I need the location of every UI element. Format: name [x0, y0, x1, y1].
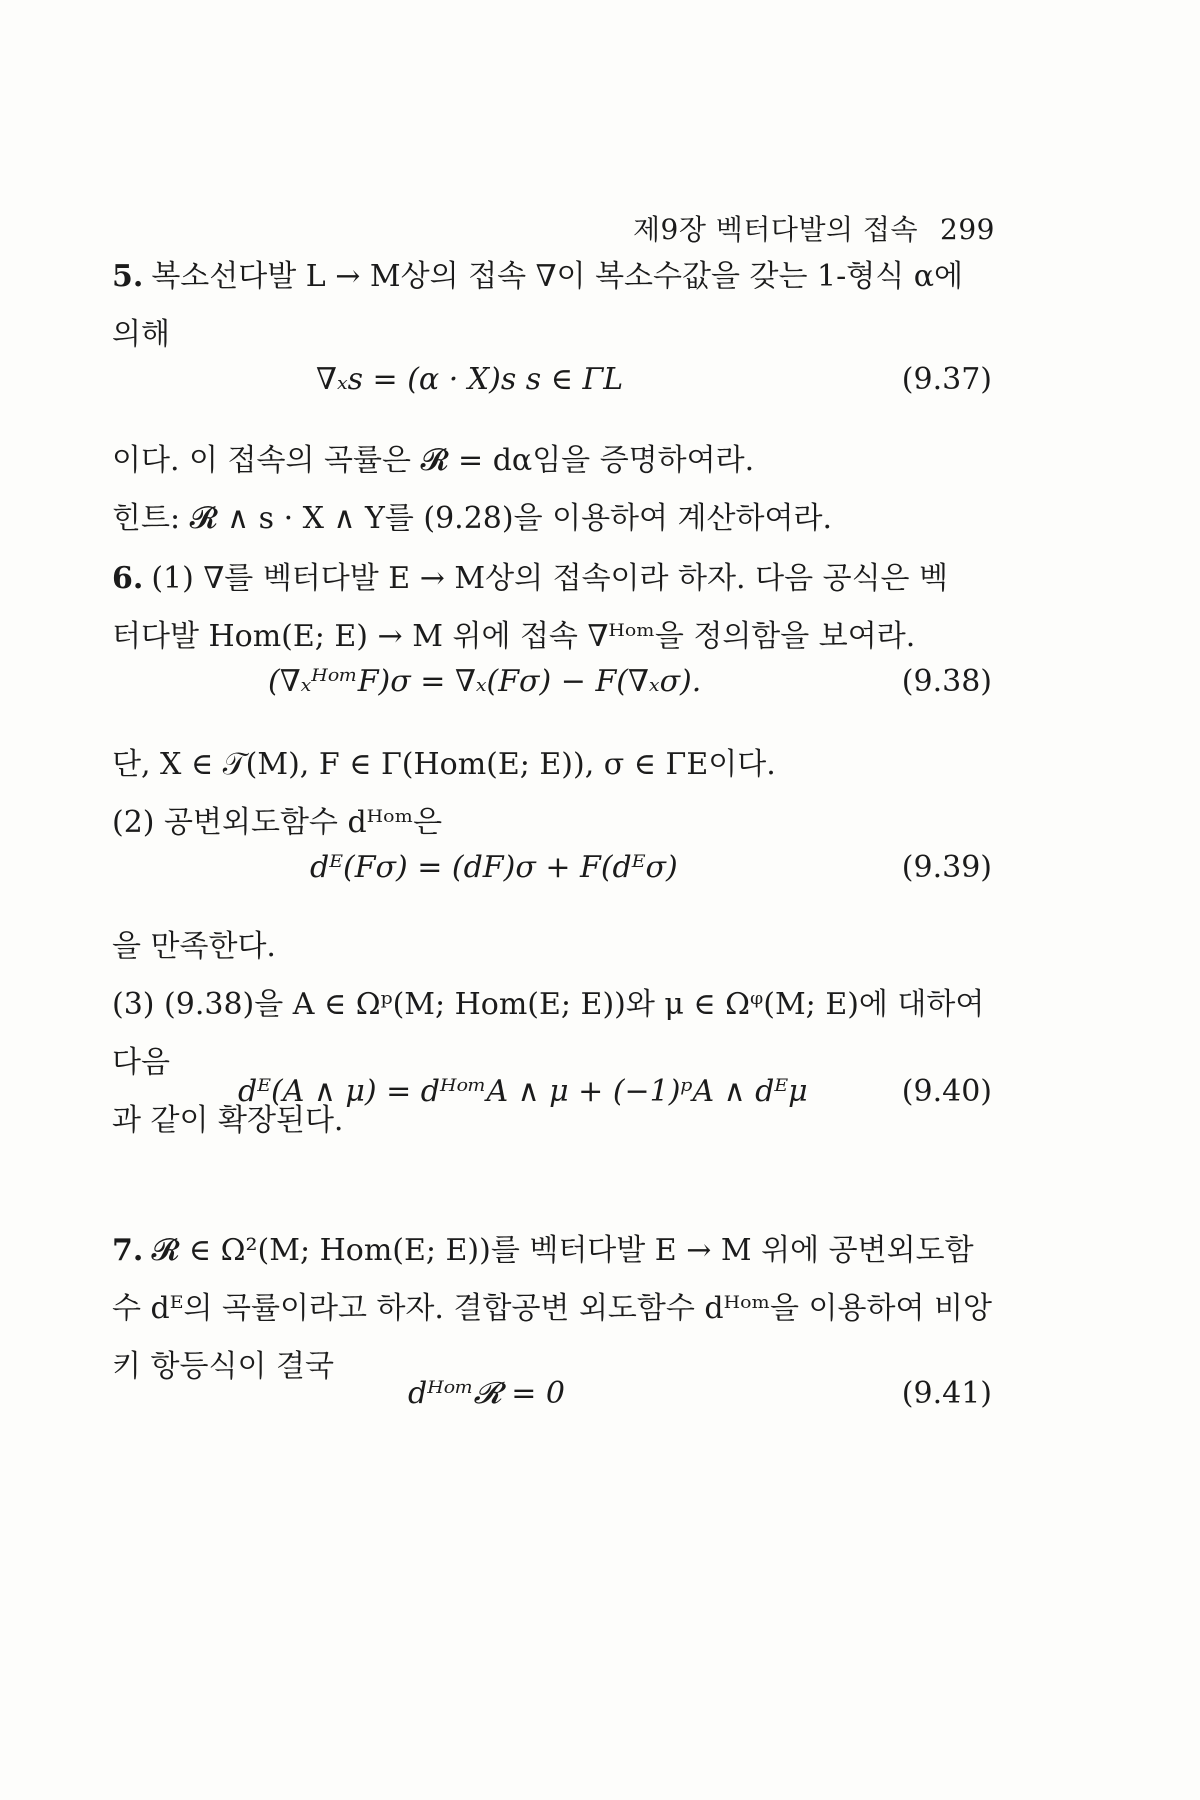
problem-6-part-1	[112, 550, 992, 666]
text-line: 단, X ∈ 𝒯(M), F ∈ Γ(Hom(E; E)), σ ∈ ΓE이다.	[112, 747, 776, 782]
equation-formula: ∇ₓs = (α · X)s s ∈ ΓL	[316, 362, 624, 397]
equation-formula: dᴱ(Fσ) = (dF)σ + F(dᴱσ)	[310, 850, 678, 885]
text-line: 과 같이 확장된다.	[112, 1103, 344, 1138]
equation-number: (9.39)	[901, 850, 992, 885]
equation-9-40	[112, 1074, 992, 1124]
problem-number: 7.	[112, 1233, 144, 1268]
equation-9-38	[112, 664, 992, 714]
text-line: 의해	[112, 317, 170, 352]
running-header	[633, 208, 995, 248]
text-line: 수 dᴱ의 곡률이라고 하자. 결합공변 외도함수 dᴴᵒᵐ을 이용하여 비앙	[112, 1291, 992, 1326]
text-line: 키 항등식이 결국	[112, 1349, 334, 1384]
problem-number: 6.	[112, 561, 144, 596]
text-line: 복소선다발 L → M상의 접속 ∇이 복소수값을 갖는 1-형식 α에	[151, 259, 963, 294]
equation-9-39	[112, 850, 992, 900]
hint-line: 힌트: 𝓡 ∧ s · X ∧ Y를 (9.28)을 이용하여 계산하여라.	[112, 501, 832, 536]
problem-7-statement	[112, 1222, 992, 1396]
text-line: 𝓡 ∈ Ω²(M; Hom(E; E))를 벡터다발 E → M 위에 공변외도함	[151, 1233, 974, 1268]
problem-6-part-2	[112, 736, 992, 852]
chapter-title: 제9장 벡터다발의 접속	[632, 213, 919, 246]
text-line: (3) (9.38)을 A ∈ Ωᵖ(M; Hom(E; E))와 μ ∈ Ωᵠ(M; E)에 대하여 다음	[112, 987, 985, 1080]
text-line: (1) ∇를 벡터다발 E → M상의 접속이라 하자. 다음 공식은 벡	[151, 561, 949, 596]
text-line: 을 만족한다.	[112, 929, 276, 964]
problem-5-conclusion	[112, 432, 992, 548]
equation-formula: dᴴᵒᵐ𝓡 = 0	[408, 1376, 565, 1411]
equation-9-41	[112, 1376, 992, 1426]
equation-number: (9.40)	[901, 1074, 992, 1109]
equation-9-37	[112, 362, 992, 412]
text-line: 터다발 Hom(E; E) → M 위에 접속 ∇ᴴᵒᵐ을 정의함을 보여라.	[112, 619, 916, 654]
equation-formula: dᴱ(A ∧ μ) = dᴴᵒᵐA ∧ μ + (−1)ᵖA ∧ dᴱμ	[238, 1074, 808, 1109]
problem-number: 5.	[112, 259, 144, 294]
equation-number: (9.41)	[901, 1376, 992, 1411]
equation-formula: (∇ₓᴴᵒᵐF)σ = ∇ₓ(Fσ) − F(∇ₓσ).	[268, 664, 702, 699]
page-number: 299	[940, 213, 995, 246]
problem-5-statement	[112, 248, 992, 364]
equation-number: (9.38)	[901, 664, 992, 699]
text-line: (2) 공변외도함수 dᴴᵒᵐ은	[112, 805, 443, 840]
equation-number: (9.37)	[901, 362, 992, 397]
text-line: 이다. 이 접속의 곡률은 𝓡 = dα임을 증명하여라.	[112, 443, 755, 478]
